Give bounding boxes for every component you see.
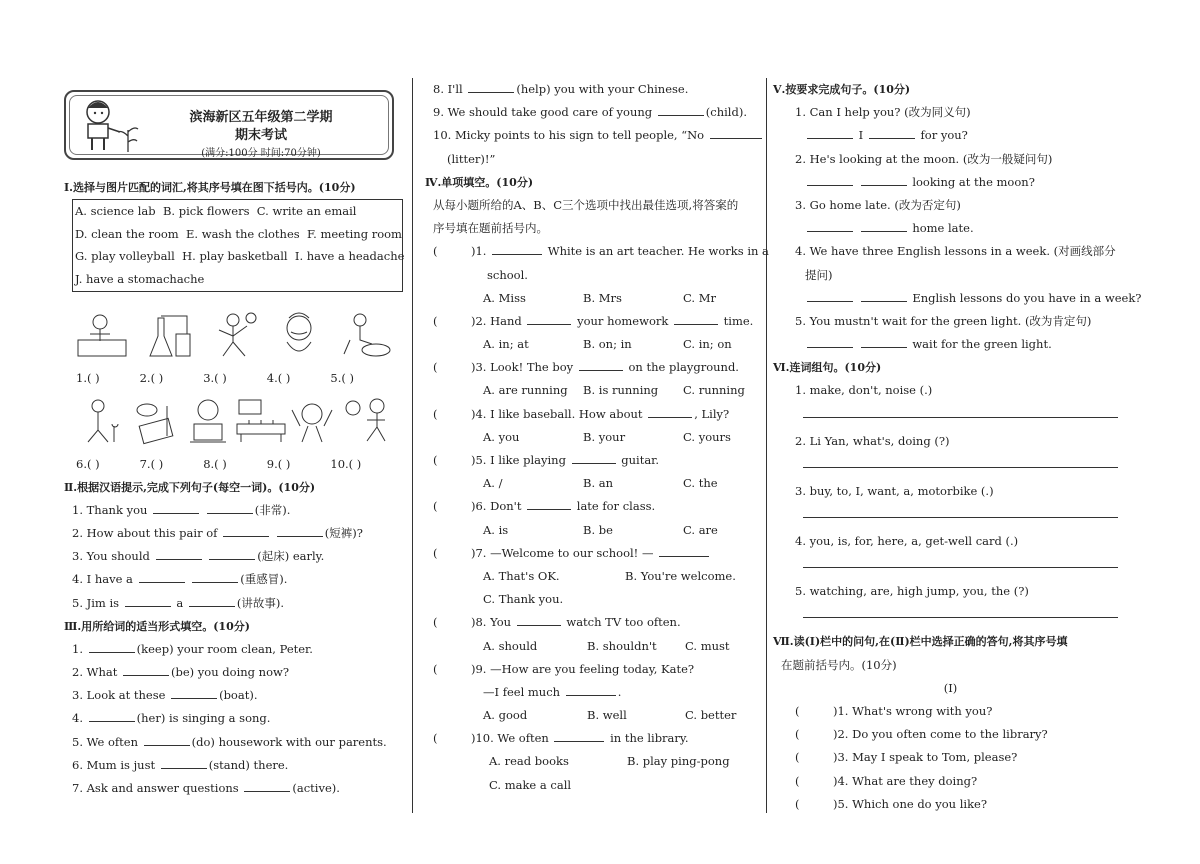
s4-question: ( )6. Don't late for class. [433,499,656,514]
blank[interactable] [869,127,915,139]
options: A. good B. well C. better [483,708,737,723]
s2-item: 5. Jim is a (讲故事). [72,595,285,610]
s5-question-cont: 提问) [805,267,833,282]
s5-answer: English lessons do you have in a week? [773,287,1128,310]
options: A. should B. shouldn't C. must [483,638,730,653]
options: A. / B. an C. the [483,476,718,491]
blank[interactable] [658,104,704,116]
picture-row-2 [74,390,392,452]
blank[interactable] [710,127,762,139]
s3-item: 2. What (be) you doing now? [72,665,290,680]
blank[interactable] [209,548,255,560]
word-option: E. wash the clothes [186,226,300,241]
blank[interactable] [468,81,514,93]
s6-item: 1. make, don't, noise (.) [795,383,933,398]
options: A. Miss B. Mrs C. Mr [483,290,716,305]
answer-paren[interactable]: 7.( ) [139,456,164,471]
answer-paren[interactable]: 3.( ) [203,370,227,385]
s7-column-label: (Ⅰ) [943,680,958,695]
s4-question: ( )7. —Welcome to our school! — [425,542,770,565]
blank[interactable] [807,174,853,186]
s5-question: 2. He's looking at the moon. (改为一般疑问句) [795,151,1053,166]
word-option: D. clean the room [75,226,179,241]
blank[interactable] [554,730,604,742]
s4-question: ( )1. White is an art teacher. He works in a [433,244,769,259]
s2-item: 2. How about this pair of (短裤)? [72,525,363,540]
blank[interactable] [492,243,542,255]
s5-question: 1. Can I help you? (改为同义句) [795,105,971,120]
s4-question: ( )10. We often in the library. [433,731,689,746]
options: A. in; at B. on; in C. in; on [483,337,732,352]
blank[interactable] [527,498,571,510]
blank[interactable] [572,452,616,464]
blank[interactable] [579,359,623,371]
s3-item-cont: (litter)!” [447,151,496,166]
question-cont: —I feel much . [483,684,622,699]
s5-heading: Ⅴ.按要求完成句子。(10分) [773,83,911,96]
s2-item: 3. You should (起床) early. [72,549,325,564]
s4-question: ( )3. Look! The boy on the playground. [433,360,739,375]
s6-heading: Ⅵ.连词组句。(10分) [773,361,882,375]
answer-line[interactable] [803,553,1118,568]
answer-paren[interactable]: 8.( ) [203,456,227,471]
stomachache-picture [127,396,180,446]
s3-item: 10. Micky points to his sign to tell people, “No [425,124,770,147]
blank[interactable] [123,664,169,676]
s4-question: ( )9. —How are you feeling today, Kate? [433,661,695,676]
boy-watering-plant-illustration [74,96,150,154]
s6-item: 5. watching, are, high jump, you, the (?) [795,584,1029,599]
question-cont: school. [487,267,528,282]
s6-item: 3. buy, to, I, want, a, motorbike (.) [795,483,994,498]
picture-labels-2 [76,452,394,476]
s4-heading: Ⅳ.单项填空。(10分) [425,175,534,189]
exam-info: (满分:100分 时间:70分钟) [201,148,321,159]
blank[interactable] [648,406,692,418]
play-volleyball-girl-picture [339,396,392,446]
exam-subtitle: 期末考试 [234,128,287,143]
blank[interactable] [674,313,718,325]
s4-intro: 从每小题所给的A、B、C三个选项中找出最佳选项,将答案的 [433,197,739,212]
blank[interactable] [125,595,171,607]
play-basketball-picture [286,396,339,446]
s3-heading: Ⅲ.用所给词的适当形式填空。(10分) [64,619,250,633]
blank[interactable] [89,641,135,653]
word-option: F. meeting room [306,226,402,241]
s5-question: 5. You mustn't wait for the green light. (改为肯定句) [795,313,1092,328]
word-option: J. have a stomachache [75,271,205,286]
s6-item: 4. you, is, for, here, a, get-well card (.) [795,534,1019,548]
s2-item: 4. I have a (重感冒). [72,572,288,587]
answer-paren[interactable]: 1.( ) [76,370,100,385]
s5-answer: wait for the green light. [773,333,1128,356]
answer-paren[interactable]: 2.( ) [139,370,164,385]
s4-question: ( )2. Hand your homework time. [433,313,754,328]
s7-item: ( )5. Which one do you like? [795,796,988,811]
headache-picture [271,310,327,360]
blank[interactable] [861,336,907,348]
s3-item: 5. We often (do) housework with our parents. [72,734,387,749]
s4-question: ( )4. I like baseball. How about , Lily? [433,406,730,421]
options: A. you B. your C. yours [483,429,731,444]
blank[interactable] [807,127,853,139]
s5-answer: I for you? [773,124,1128,147]
options: A. That's OK. B. You're welcome. [483,568,736,583]
s4-question: ( )8. You watch TV too often. [433,615,681,630]
s7-item: ( )2. Do you often come to the library? [795,727,1048,742]
blank[interactable] [153,502,199,514]
answer-line[interactable] [803,503,1118,518]
option: C. make a call [489,777,572,792]
options: A. is B. be C. are [483,522,718,537]
s4-intro: 序号填在题前括号内。 [433,221,548,236]
blank[interactable] [807,290,853,302]
blank[interactable] [861,174,907,186]
word-option: A. science lab [75,204,156,219]
s3-item: 7. Ask and answer questions (active). [72,781,340,795]
s3-item: 9. We should take good care of young (child). [433,105,747,120]
word-option: I. have a headache [294,249,405,264]
picture-row-1 [74,304,392,366]
blank[interactable] [89,710,135,722]
answer-line[interactable] [803,403,1118,418]
s3-item: 3. Look at these (boat). [72,688,258,703]
science-lab-picture [140,310,196,360]
blank[interactable] [156,548,202,560]
answer-paren[interactable]: 9.( ) [266,456,291,471]
blank[interactable] [277,525,323,537]
word-option: C. write an email [256,204,357,219]
s5-question: 3. Go home late. (改为否定句) [795,197,961,212]
column-2 [425,78,770,797]
blank[interactable] [527,313,571,325]
title-box [64,90,394,160]
answer-paren[interactable]: 5.( ) [330,370,354,385]
blank[interactable] [517,614,561,626]
option: C. Thank you. [483,592,564,607]
options: A. are running B. is running C. running [483,383,745,398]
s5-question: 4. We have three English lessons in a week. (对画线部分 [795,244,1116,259]
blank[interactable] [189,595,235,607]
s3-item: 8. I'll (help) you with your Chinese. [433,82,689,96]
clean-room-picture [74,310,130,360]
pick-flowers-picture [74,396,127,446]
exam-title: 滨海新区五年级第二学期 [189,110,333,125]
write-email-picture [180,396,233,446]
s1-heading: Ⅰ.选择与图片匹配的词汇,将其序号填在图下括号内。(10分) [64,181,356,194]
blank[interactable] [566,684,616,696]
s5-answer: looking at the moon? [773,171,1128,194]
blank[interactable] [144,734,190,746]
s7-heading: Ⅶ.读(Ⅰ)栏中的问句,在(Ⅱ)栏中选择正确的答句,将其序号填 [773,635,1068,649]
s3-item: 4. (her) is singing a song. [72,711,271,726]
blank[interactable] [171,687,217,699]
s3-item: 1. (keep) your room clean, Peter. [72,641,313,656]
wash-clothes-picture [336,310,392,360]
volleyball-picture [205,310,261,360]
blank[interactable] [139,571,185,583]
word-bank [72,199,403,291]
meeting-room-picture [233,396,286,446]
options: A. read books B. play ping-pong [489,754,730,769]
s2-item: 1. Thank you (非常). [72,502,291,517]
answer-line[interactable] [803,453,1118,468]
s7-item: ( )1. What's wrong with you? [795,703,993,718]
blank[interactable] [207,502,253,514]
blank[interactable] [192,571,238,583]
blank[interactable] [659,545,709,557]
s2-heading: Ⅱ.根据汉语提示,完成下列句子(每空一词)。(10分) [64,480,316,494]
s7-heading-cont: 在题前括号内。(10分) [781,657,897,672]
blank[interactable] [161,757,207,769]
answer-paren[interactable]: 6.( ) [76,456,100,471]
s7-item: ( )3. May I speak to Tom, please? [795,750,1018,765]
word-option: B. pick flowers [162,204,250,219]
answer-paren[interactable]: 4.( ) [266,370,291,385]
s4-question: ( )5. I like playing guitar. [433,453,660,467]
answer-line[interactable] [803,603,1118,618]
blank[interactable] [807,336,853,348]
picture-labels-1 [76,366,394,390]
word-option: H. play basketball [182,249,288,264]
answer-paren[interactable]: 10.( ) [330,456,362,471]
blank[interactable] [244,780,290,792]
s7-item: ( )4. What are they doing? [795,773,978,788]
word-option: G. play volleyball [75,249,175,264]
s6-item: 2. Li Yan, what's, doing (?) [795,433,950,448]
blank[interactable] [807,220,853,232]
s3-item: 6. Mum is just (stand) there. [72,757,289,772]
blank[interactable] [223,525,269,537]
s5-answer: home late. [773,217,1128,240]
blank[interactable] [861,220,907,232]
column-3 [773,78,1142,816]
column-1 [64,78,404,800]
blank[interactable] [861,290,907,302]
